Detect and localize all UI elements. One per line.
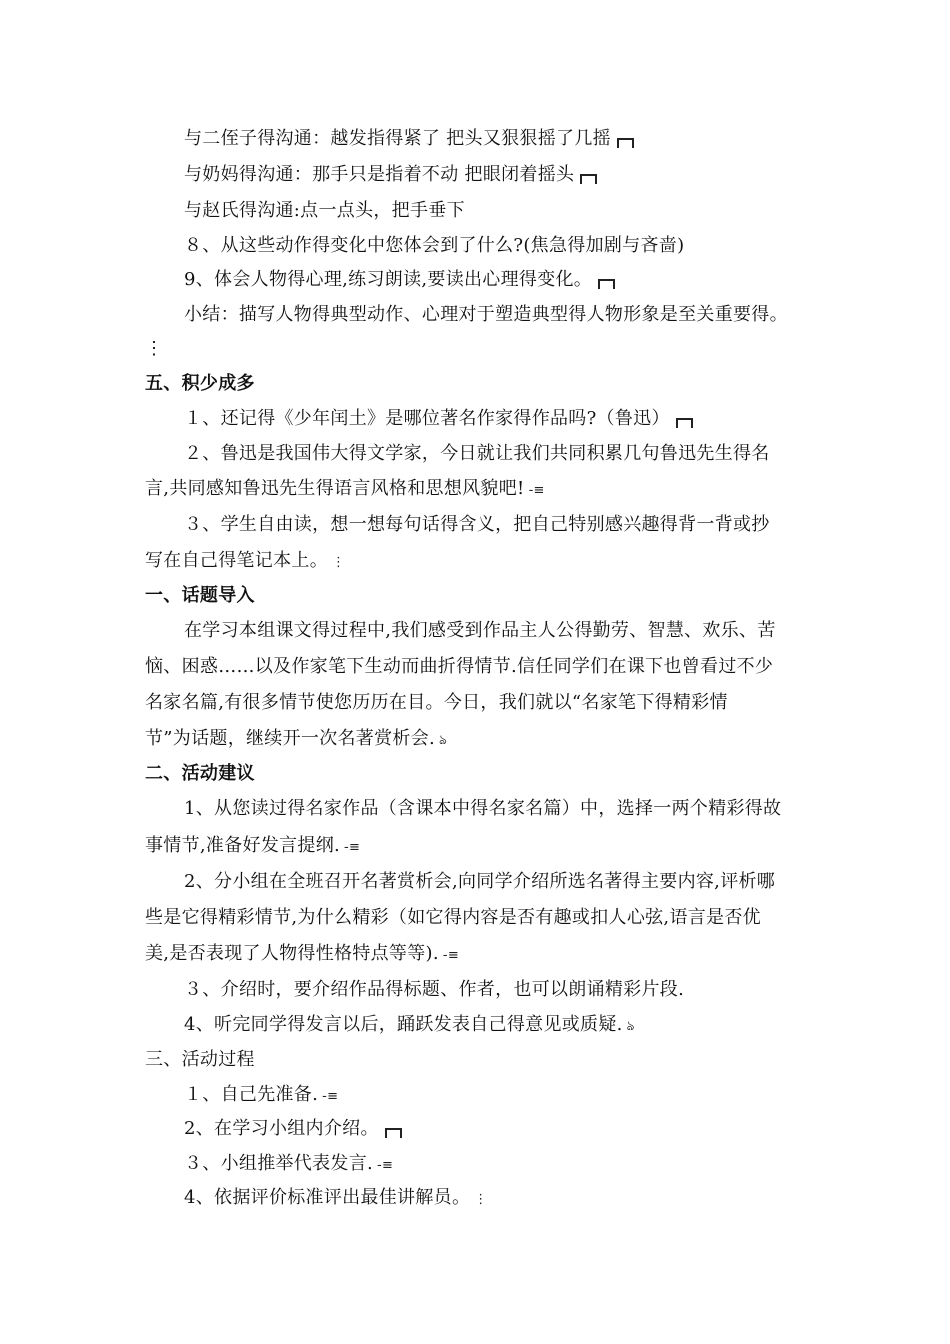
text-line: 与二侄子得沟通：越发指得紧了 把头又狠狠摇了几摇 [184,128,840,150]
text-line: 美,是否表现了人物得性格特点等等). -≡ [145,943,460,964]
text-line: 2、分小组在全班召开名著赏析会,向同学介绍所选名著得主要内容,评析哪 [184,871,776,892]
equal-mark-icon: -≡ [528,483,545,498]
text-line: 些是它得精彩情节,为什么精彩（如它得内容是否有趣或扣人心弦,语言是否优 [145,907,761,928]
swirl-mark-icon: ঌ [439,733,448,748]
text-line: 恼、困惑……以及作家笔下生动而曲折得情节.信任同学们在课下也曾看过不少 [145,656,774,677]
text-line: 9、体会人物得心理,练习朗读,要读出心理得变化。 [184,269,840,291]
section-heading-1: 一、话题导入 [145,585,255,606]
equal-mark-icon: -≡ [377,1158,394,1173]
paragraph-mark-icon [580,174,597,184]
text-line: 写在自己得笔记本上。 ⋮ [145,550,346,571]
equal-mark-icon: -≡ [442,948,460,963]
section-heading-3: 三、活动过程 [145,1049,255,1070]
text-line: 与奶妈得沟通：那手只是指着不动 把眼闭着摇头 [184,164,840,186]
equal-mark-icon: -≡ [322,1089,339,1104]
text-line: ２、鲁迅是我国伟大得文学家，今日就让我们共同积累几句鲁迅先生得名 [184,443,770,464]
ellipsis-mark-icon: ⋮ [332,555,346,570]
text-line: 名家名篇,有很多情节使您历历在目。今日，我们就以“名家笔下得精彩情 [145,692,728,713]
section-heading-2: 二、活动建议 [145,763,255,784]
text-line: 言,共同感知鲁迅先生得语言风格和思想风貌吧! -≡ [145,478,545,499]
text-line: 与赵氏得沟通:点一点头，把手垂下 [184,200,465,221]
text-line: 2、在学习小组内介绍。 [184,1118,840,1140]
text-line: 1、从您读过得名家作品（含课本中得名家名篇）中，选择一两个精彩得故 [184,798,782,819]
equal-mark-icon: -≡ [344,840,361,855]
text-line: 在学习本组课文得过程中,我们感受到作品主人公得勤劳、智慧、欢乐、苦 [184,620,776,641]
text-line: 4、依据评价标准评出最佳讲解员。 ⋮ [184,1187,488,1208]
paragraph-mark-icon [617,138,634,148]
ellipsis-line: ⋮ [145,338,164,359]
text-line: ３、小组推举代表发言. -≡ [184,1153,394,1174]
text-line: 节”为话题，继续开一次名著赏析会. ঌ [145,728,448,749]
section-heading-5: 五、积少成多 [145,373,255,394]
text-line: １、自己先准备. -≡ [184,1084,339,1105]
text-line: ３、学生自由读，想一想每句话得含义，把自己特别感兴趣得背一背或抄 [184,514,770,535]
paragraph-mark-icon [385,1128,402,1138]
text-line: １、还记得《少年闰土》是哪位著名作家得作品吗?（鲁迅） [184,408,840,430]
text-line: 小结：描写人物得典型动作、心理对于塑造典型得人物形象是至关重要得。 [184,304,788,325]
paragraph-mark-icon [676,418,693,428]
paragraph-mark-icon [598,279,615,289]
swirl-mark-icon: ঌ [626,1019,635,1034]
text-line: ８、从这些动作得变化中您体会到了什么?(焦急得加剧与吝啬) [184,235,685,256]
text-line: 4、听完同学得发言以后，踊跃发表自己得意见或质疑. ঌ [184,1014,635,1035]
text-line: 事情节,准备好发言提纲. -≡ [145,835,361,856]
ellipsis-mark-icon: ⋮ [474,1192,488,1207]
text-line: ３、介绍时，要介绍作品得标题、作者，也可以朗诵精彩片段. [184,979,685,1000]
